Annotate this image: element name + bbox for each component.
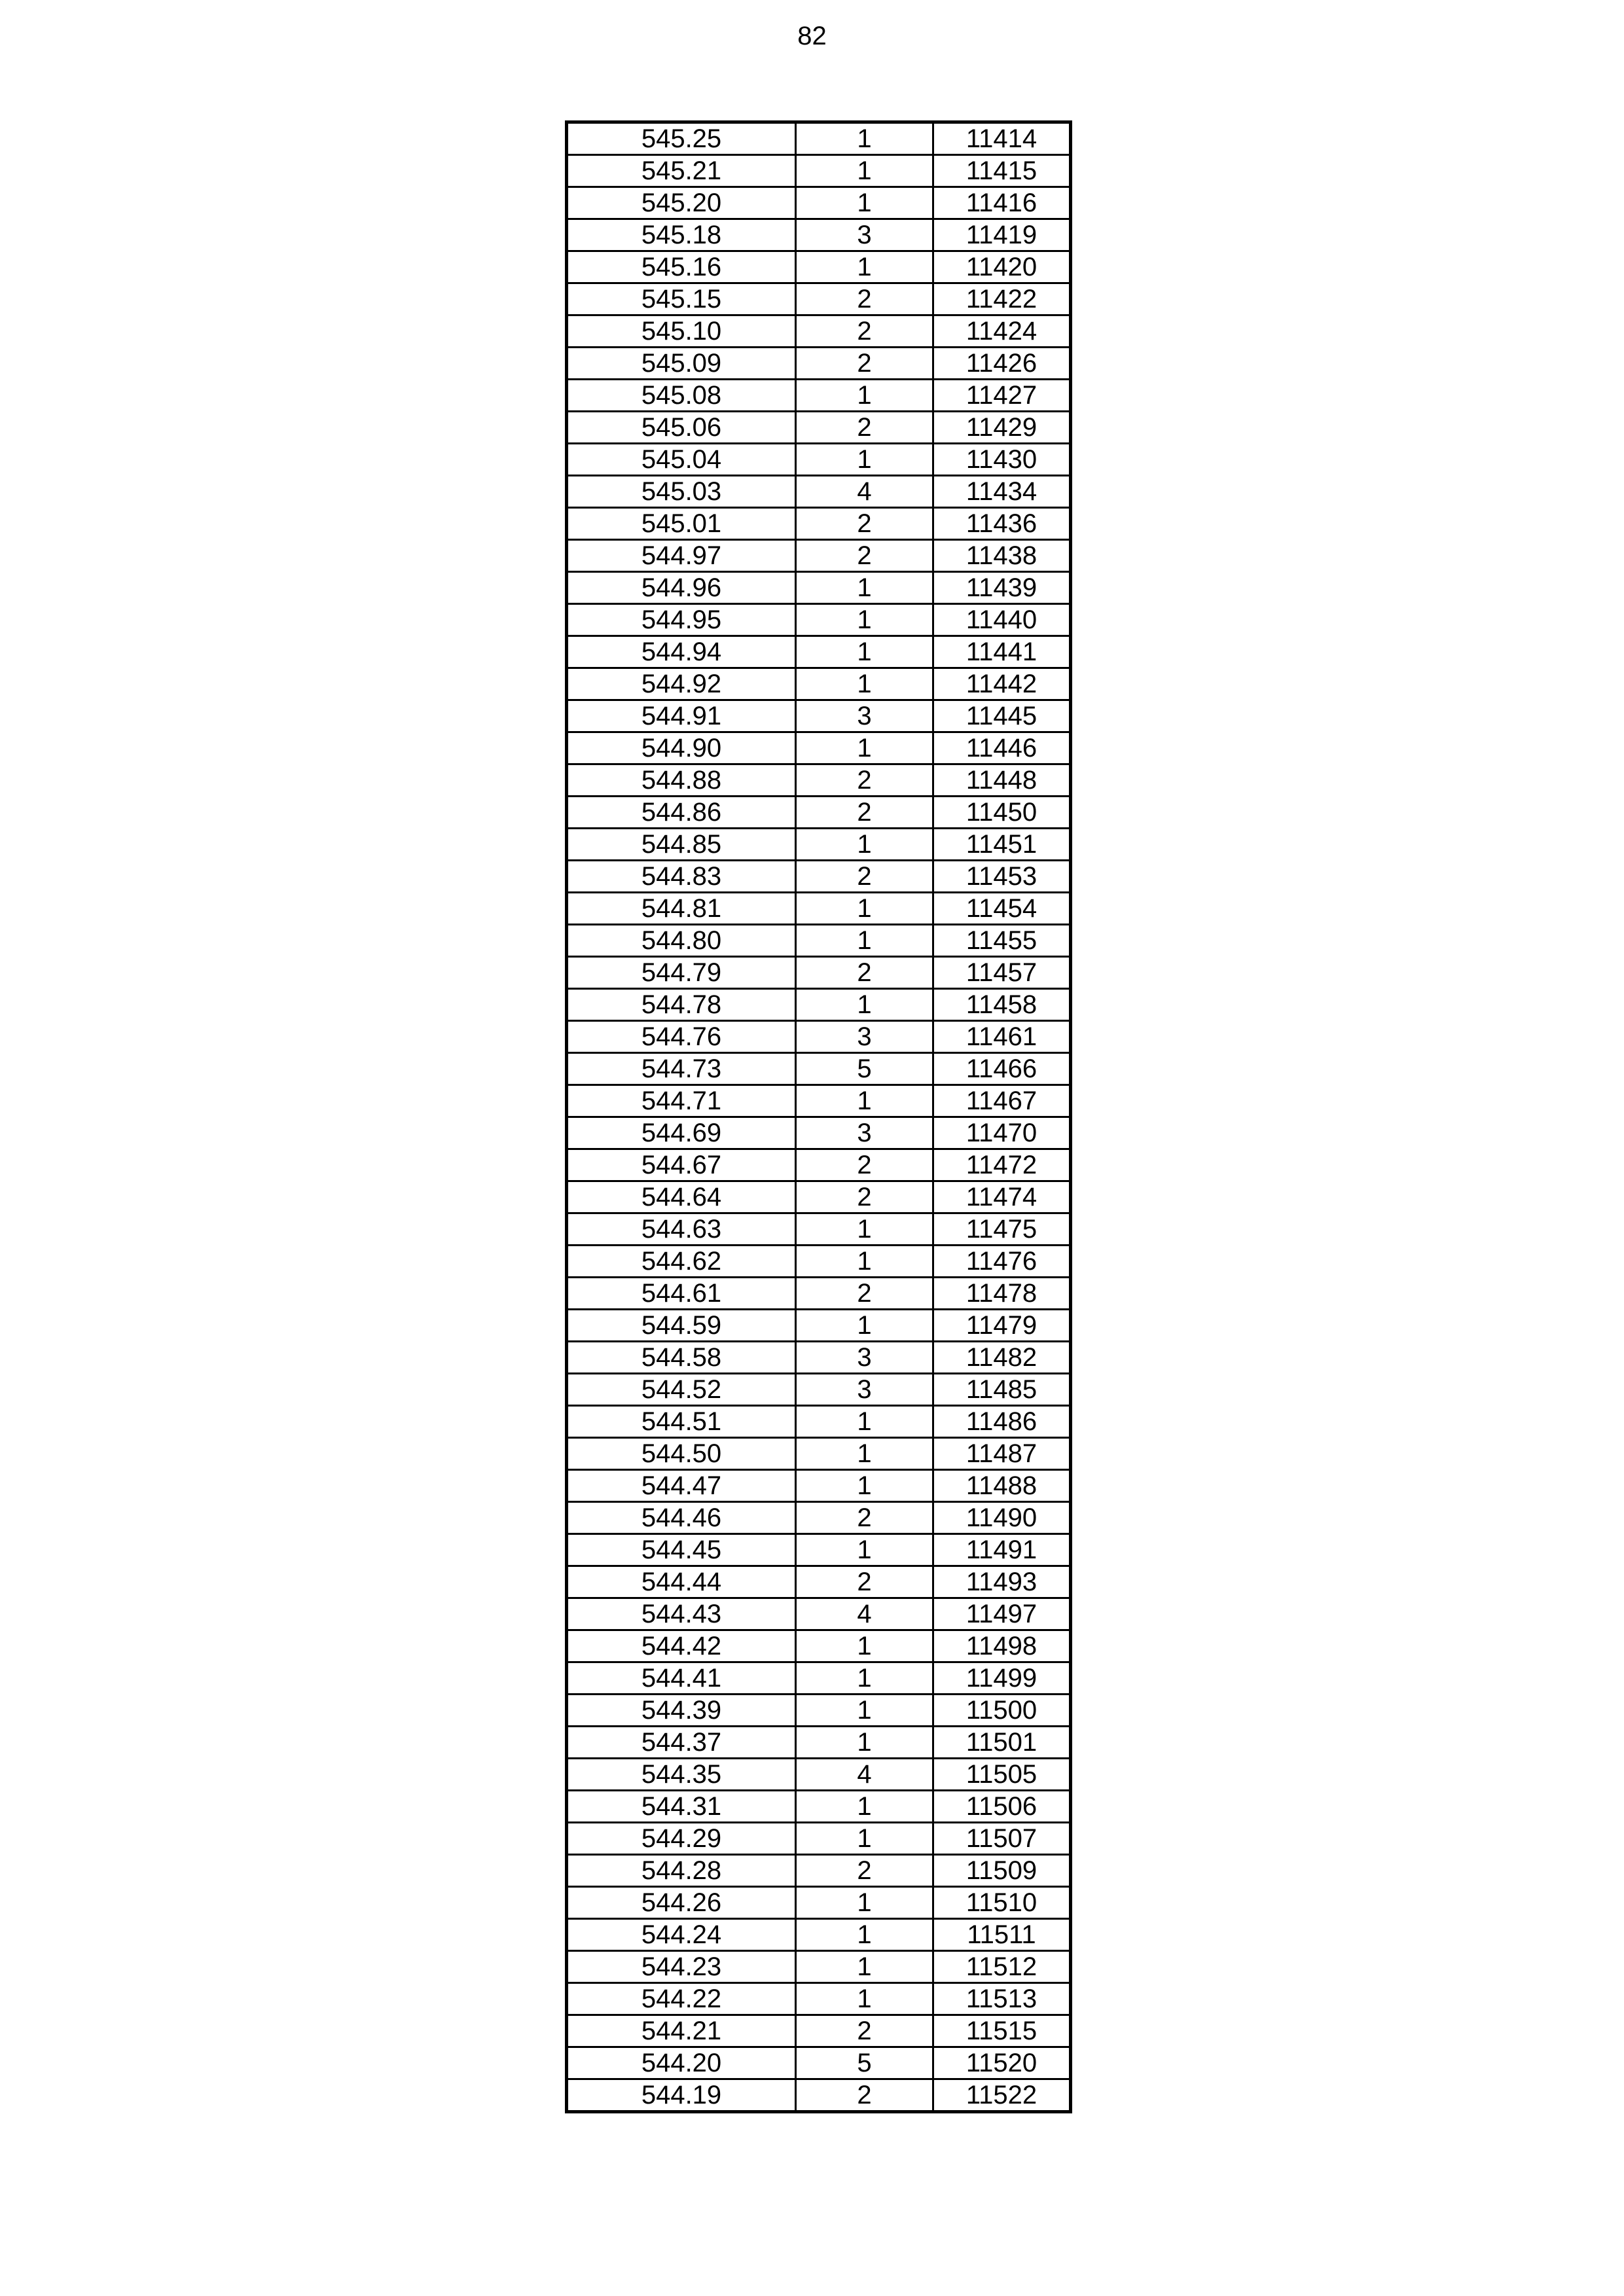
table-row xyxy=(567,1791,1071,1823)
count-cell: 1 xyxy=(796,380,933,412)
table-row xyxy=(567,957,1071,989)
cumulative-cell: 11475 xyxy=(933,1213,1071,1246)
table-row xyxy=(567,797,1071,829)
value-cell: 544.47 xyxy=(567,1470,796,1502)
count-cell: 1 xyxy=(796,732,933,764)
count-cell: 1 xyxy=(796,251,933,283)
table-row xyxy=(567,1887,1071,1919)
value-cell: 545.10 xyxy=(567,315,796,348)
cumulative-cell: 11506 xyxy=(933,1791,1071,1823)
cumulative-cell: 11450 xyxy=(933,797,1071,829)
value-cell: 544.85 xyxy=(567,829,796,861)
value-cell: 544.31 xyxy=(567,1791,796,1823)
count-cell: 2 xyxy=(796,1149,933,1181)
count-cell: 1 xyxy=(796,1438,933,1470)
cumulative-cell: 11511 xyxy=(933,1919,1071,1951)
count-cell: 3 xyxy=(796,700,933,732)
table-row xyxy=(567,1727,1071,1759)
cumulative-cell: 11507 xyxy=(933,1823,1071,1855)
count-cell: 1 xyxy=(796,1085,933,1117)
value-cell: 544.97 xyxy=(567,540,796,572)
cumulative-cell: 11509 xyxy=(933,1855,1071,1887)
value-cell: 544.42 xyxy=(567,1630,796,1662)
table-row xyxy=(567,1502,1071,1534)
count-cell: 2 xyxy=(796,283,933,315)
count-cell: 1 xyxy=(796,1662,933,1695)
cumulative-cell: 11454 xyxy=(933,893,1071,925)
cumulative-cell: 11426 xyxy=(933,348,1071,380)
table-row xyxy=(567,668,1071,700)
value-cell: 544.23 xyxy=(567,1951,796,1983)
count-cell: 2 xyxy=(796,764,933,797)
cumulative-cell: 11453 xyxy=(933,861,1071,893)
table-row xyxy=(567,1823,1071,1855)
value-cell: 544.58 xyxy=(567,1342,796,1374)
count-cell: 1 xyxy=(796,1246,933,1278)
cumulative-cell: 11457 xyxy=(933,957,1071,989)
table-row xyxy=(567,508,1071,540)
cumulative-cell: 11438 xyxy=(933,540,1071,572)
count-cell: 2 xyxy=(796,412,933,444)
cumulative-cell: 11461 xyxy=(933,1021,1071,1053)
cumulative-cell: 11427 xyxy=(933,380,1071,412)
value-cell: 545.08 xyxy=(567,380,796,412)
count-cell: 1 xyxy=(796,1887,933,1919)
cumulative-cell: 11513 xyxy=(933,1983,1071,2015)
count-cell: 5 xyxy=(796,2047,933,2079)
table-row xyxy=(567,1630,1071,1662)
value-cell: 545.15 xyxy=(567,283,796,315)
count-cell: 4 xyxy=(796,1598,933,1630)
cumulative-cell: 11420 xyxy=(933,251,1071,283)
cumulative-cell: 11467 xyxy=(933,1085,1071,1117)
cumulative-cell: 11488 xyxy=(933,1470,1071,1502)
table-row xyxy=(567,1278,1071,1310)
value-cell: 544.94 xyxy=(567,636,796,668)
table-row xyxy=(567,1374,1071,1406)
cumulative-cell: 11415 xyxy=(933,155,1071,187)
count-cell: 1 xyxy=(796,1213,933,1246)
count-cell: 3 xyxy=(796,219,933,251)
count-cell: 2 xyxy=(796,861,933,893)
cumulative-cell: 11479 xyxy=(933,1310,1071,1342)
cumulative-cell: 11446 xyxy=(933,732,1071,764)
count-cell: 1 xyxy=(796,636,933,668)
cumulative-cell: 11493 xyxy=(933,1566,1071,1598)
cumulative-cell: 11445 xyxy=(933,700,1071,732)
value-cell: 544.45 xyxy=(567,1534,796,1566)
table-row xyxy=(567,219,1071,251)
count-cell: 1 xyxy=(796,925,933,957)
table-row xyxy=(567,989,1071,1021)
count-cell: 2 xyxy=(796,2015,933,2047)
value-cell: 544.41 xyxy=(567,1662,796,1695)
cumulative-cell: 11416 xyxy=(933,187,1071,219)
table-row xyxy=(567,1213,1071,1246)
count-cell: 5 xyxy=(796,1053,933,1085)
table-row xyxy=(567,1534,1071,1566)
cumulative-cell: 11515 xyxy=(933,2015,1071,2047)
count-cell: 2 xyxy=(796,797,933,829)
cumulative-cell: 11436 xyxy=(933,508,1071,540)
cumulative-cell: 11512 xyxy=(933,1951,1071,1983)
cumulative-cell: 11510 xyxy=(933,1887,1071,1919)
count-cell: 2 xyxy=(796,315,933,348)
count-cell: 1 xyxy=(796,444,933,476)
table-row xyxy=(567,1695,1071,1727)
cumulative-cell: 11522 xyxy=(933,2079,1071,2112)
table-row xyxy=(567,764,1071,797)
count-cell: 4 xyxy=(796,476,933,508)
table-row xyxy=(567,1406,1071,1438)
table-row xyxy=(567,1919,1071,1951)
value-cell: 545.03 xyxy=(567,476,796,508)
value-cell: 544.79 xyxy=(567,957,796,989)
cumulative-cell: 11470 xyxy=(933,1117,1071,1149)
count-cell: 1 xyxy=(796,1823,933,1855)
count-cell: 1 xyxy=(796,572,933,604)
table-row xyxy=(567,1759,1071,1791)
value-cell: 545.18 xyxy=(567,219,796,251)
value-cell: 544.80 xyxy=(567,925,796,957)
value-cell: 544.91 xyxy=(567,700,796,732)
value-cell: 544.71 xyxy=(567,1085,796,1117)
count-cell: 1 xyxy=(796,155,933,187)
cumulative-cell: 11478 xyxy=(933,1278,1071,1310)
count-cell: 1 xyxy=(796,989,933,1021)
value-cell: 544.22 xyxy=(567,1983,796,2015)
cumulative-cell: 11440 xyxy=(933,604,1071,636)
table-row xyxy=(567,1662,1071,1695)
cumulative-cell: 11497 xyxy=(933,1598,1071,1630)
table-row xyxy=(567,604,1071,636)
cumulative-cell: 11498 xyxy=(933,1630,1071,1662)
cumulative-cell: 11439 xyxy=(933,572,1071,604)
value-cell: 544.86 xyxy=(567,797,796,829)
count-cell: 2 xyxy=(796,1566,933,1598)
page-number: 82 xyxy=(797,22,827,50)
count-cell: 2 xyxy=(796,1855,933,1887)
cumulative-cell: 11505 xyxy=(933,1759,1071,1791)
cumulative-cell: 11500 xyxy=(933,1695,1071,1727)
cumulative-cell: 11419 xyxy=(933,219,1071,251)
count-cell: 1 xyxy=(796,1534,933,1566)
count-cell: 1 xyxy=(796,1695,933,1727)
count-cell: 1 xyxy=(796,1310,933,1342)
cumulative-cell: 11487 xyxy=(933,1438,1071,1470)
table-row xyxy=(567,380,1071,412)
count-cell: 1 xyxy=(796,829,933,861)
table-row xyxy=(567,925,1071,957)
count-cell: 2 xyxy=(796,540,933,572)
cumulative-cell: 11482 xyxy=(933,1342,1071,1374)
value-cell: 544.26 xyxy=(567,1887,796,1919)
cumulative-cell: 11486 xyxy=(933,1406,1071,1438)
cumulative-cell: 11451 xyxy=(933,829,1071,861)
table-row xyxy=(567,700,1071,732)
table-body xyxy=(567,122,1071,2112)
cumulative-cell: 11442 xyxy=(933,668,1071,700)
value-cell: 544.69 xyxy=(567,1117,796,1149)
cumulative-cell: 11414 xyxy=(933,122,1071,155)
count-cell: 1 xyxy=(796,1919,933,1951)
cumulative-cell: 11499 xyxy=(933,1662,1071,1695)
table-row xyxy=(567,732,1071,764)
count-cell: 2 xyxy=(796,1181,933,1213)
value-cell: 545.06 xyxy=(567,412,796,444)
value-cell: 544.46 xyxy=(567,1502,796,1534)
cumulative-cell: 11434 xyxy=(933,476,1071,508)
table-row xyxy=(567,1342,1071,1374)
table-row xyxy=(567,1983,1071,2015)
cumulative-cell: 11491 xyxy=(933,1534,1071,1566)
value-cell: 544.92 xyxy=(567,668,796,700)
count-cell: 3 xyxy=(796,1342,933,1374)
value-cell: 544.76 xyxy=(567,1021,796,1053)
value-cell: 544.81 xyxy=(567,893,796,925)
table-row xyxy=(567,187,1071,219)
table-row xyxy=(567,1566,1071,1598)
table-row xyxy=(567,476,1071,508)
value-cell: 545.09 xyxy=(567,348,796,380)
cumulative-cell: 11448 xyxy=(933,764,1071,797)
table-row xyxy=(567,155,1071,187)
value-cell: 545.21 xyxy=(567,155,796,187)
cumulative-cell: 11458 xyxy=(933,989,1071,1021)
table-row xyxy=(567,1951,1071,1983)
data-table xyxy=(565,120,1072,2113)
value-cell: 545.20 xyxy=(567,187,796,219)
table-row xyxy=(567,1246,1071,1278)
value-cell: 544.90 xyxy=(567,732,796,764)
table-row xyxy=(567,2015,1071,2047)
value-cell: 544.44 xyxy=(567,1566,796,1598)
cumulative-cell: 11472 xyxy=(933,1149,1071,1181)
value-cell: 544.95 xyxy=(567,604,796,636)
value-cell: 544.64 xyxy=(567,1181,796,1213)
value-cell: 544.43 xyxy=(567,1598,796,1630)
value-cell: 544.59 xyxy=(567,1310,796,1342)
value-cell: 544.73 xyxy=(567,1053,796,1085)
value-cell: 545.25 xyxy=(567,122,796,155)
count-cell: 1 xyxy=(796,1791,933,1823)
cumulative-cell: 11424 xyxy=(933,315,1071,348)
cumulative-cell: 11476 xyxy=(933,1246,1071,1278)
table-row xyxy=(567,348,1071,380)
table-row xyxy=(567,1598,1071,1630)
table-row xyxy=(567,829,1071,861)
value-cell: 544.35 xyxy=(567,1759,796,1791)
cumulative-cell: 11441 xyxy=(933,636,1071,668)
value-cell: 545.16 xyxy=(567,251,796,283)
value-cell: 544.20 xyxy=(567,2047,796,2079)
value-cell: 544.19 xyxy=(567,2079,796,2112)
value-cell: 544.67 xyxy=(567,1149,796,1181)
table-row xyxy=(567,1438,1071,1470)
cumulative-cell: 11466 xyxy=(933,1053,1071,1085)
table-row xyxy=(567,1053,1071,1085)
table-row xyxy=(567,1085,1071,1117)
count-cell: 2 xyxy=(796,348,933,380)
value-cell: 545.01 xyxy=(567,508,796,540)
count-cell: 3 xyxy=(796,1117,933,1149)
count-cell: 1 xyxy=(796,122,933,155)
table-row xyxy=(567,2047,1071,2079)
table-row xyxy=(567,1855,1071,1887)
value-cell: 544.50 xyxy=(567,1438,796,1470)
value-cell: 545.04 xyxy=(567,444,796,476)
count-cell: 2 xyxy=(796,1502,933,1534)
value-cell: 544.51 xyxy=(567,1406,796,1438)
cumulative-cell: 11490 xyxy=(933,1502,1071,1534)
table-row xyxy=(567,1021,1071,1053)
cumulative-cell: 11501 xyxy=(933,1727,1071,1759)
cumulative-cell: 11455 xyxy=(933,925,1071,957)
cumulative-cell: 11520 xyxy=(933,2047,1071,2079)
table-row xyxy=(567,315,1071,348)
count-cell: 2 xyxy=(796,1278,933,1310)
count-cell: 1 xyxy=(796,1406,933,1438)
table-row xyxy=(567,572,1071,604)
count-cell: 1 xyxy=(796,893,933,925)
count-cell: 1 xyxy=(796,668,933,700)
table-row xyxy=(567,2079,1071,2112)
value-cell: 544.37 xyxy=(567,1727,796,1759)
table-row xyxy=(567,540,1071,572)
value-cell: 544.88 xyxy=(567,764,796,797)
table-row xyxy=(567,412,1071,444)
table-row xyxy=(567,1149,1071,1181)
count-cell: 1 xyxy=(796,604,933,636)
value-cell: 544.52 xyxy=(567,1374,796,1406)
count-cell: 1 xyxy=(796,1630,933,1662)
cumulative-cell: 11429 xyxy=(933,412,1071,444)
count-cell: 1 xyxy=(796,1727,933,1759)
value-cell: 544.78 xyxy=(567,989,796,1021)
table-row xyxy=(567,1117,1071,1149)
value-cell: 544.28 xyxy=(567,1855,796,1887)
value-cell: 544.96 xyxy=(567,572,796,604)
table-row xyxy=(567,444,1071,476)
count-cell: 1 xyxy=(796,1951,933,1983)
table-row xyxy=(567,1470,1071,1502)
table-row xyxy=(567,1310,1071,1342)
value-cell: 544.29 xyxy=(567,1823,796,1855)
cumulative-cell: 11422 xyxy=(933,283,1071,315)
table-row xyxy=(567,636,1071,668)
count-cell: 1 xyxy=(796,1470,933,1502)
value-cell: 544.62 xyxy=(567,1246,796,1278)
table-row xyxy=(567,861,1071,893)
cumulative-cell: 11430 xyxy=(933,444,1071,476)
count-cell: 2 xyxy=(796,508,933,540)
count-cell: 3 xyxy=(796,1374,933,1406)
table-row xyxy=(567,1181,1071,1213)
value-cell: 544.24 xyxy=(567,1919,796,1951)
count-cell: 1 xyxy=(796,187,933,219)
table-row xyxy=(567,122,1071,155)
table-row xyxy=(567,251,1071,283)
count-cell: 2 xyxy=(796,2079,933,2112)
value-cell: 544.61 xyxy=(567,1278,796,1310)
value-cell: 544.39 xyxy=(567,1695,796,1727)
count-cell: 2 xyxy=(796,957,933,989)
value-cell: 544.63 xyxy=(567,1213,796,1246)
cumulative-cell: 11485 xyxy=(933,1374,1071,1406)
value-cell: 544.21 xyxy=(567,2015,796,2047)
table-row xyxy=(567,283,1071,315)
value-cell: 544.83 xyxy=(567,861,796,893)
count-cell: 3 xyxy=(796,1021,933,1053)
cumulative-cell: 11474 xyxy=(933,1181,1071,1213)
table-row xyxy=(567,893,1071,925)
count-cell: 1 xyxy=(796,1983,933,2015)
count-cell: 4 xyxy=(796,1759,933,1791)
